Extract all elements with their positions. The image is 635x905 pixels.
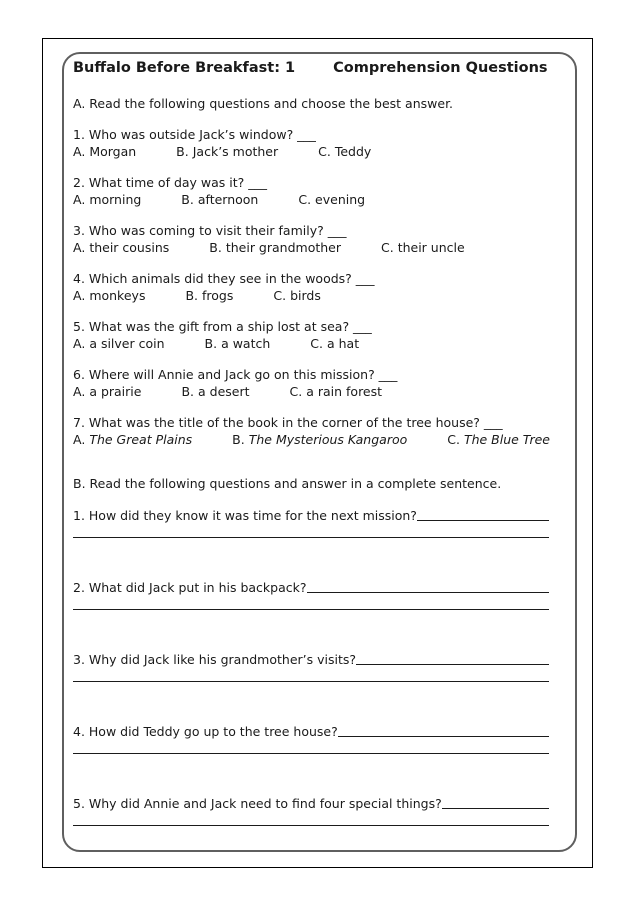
option-label: Jack’s mother (192, 144, 279, 159)
option-label: a rain forest (306, 384, 383, 399)
option-label: a prairie (89, 384, 142, 399)
option-letter: B. (176, 144, 189, 159)
option-a (73, 240, 169, 255)
option-letter: A. (73, 432, 86, 447)
question-text: 4. How did Teddy go up to the tree house? (73, 724, 338, 739)
section-b-instruction: B. Read the following questions and answer in a complete sentence. (73, 476, 502, 491)
inline-answer-line (338, 723, 549, 737)
option-a (73, 144, 136, 159)
option-letter: C. (380, 240, 394, 255)
answer-line (73, 537, 549, 538)
option-letter: A. (73, 288, 86, 303)
open-question-4 (73, 723, 549, 754)
title-book-name: Buffalo Before Breakfast: 1 (73, 60, 296, 76)
option-label: Teddy (334, 144, 372, 159)
option-letter: C. (298, 192, 312, 207)
option-c (310, 336, 359, 351)
option-label: a watch (221, 336, 271, 351)
mc-question-1 (73, 126, 549, 160)
option-letter: B. (209, 240, 222, 255)
question-text: 2. What did Jack put in his backpack? (73, 580, 307, 595)
option-label: evening (315, 192, 366, 207)
question-text: 3. Why did Jack like his grandmother’s visits? (73, 652, 357, 667)
option-c (381, 240, 465, 255)
options-row (73, 191, 549, 208)
option-b (205, 336, 271, 351)
option-label: The Mysterious Kangaroo (248, 432, 408, 447)
answer-line (73, 681, 549, 682)
option-letter: C. (310, 336, 323, 351)
options-row (73, 431, 549, 448)
option-letter: A. (73, 144, 86, 159)
option-label: The Blue Tree (463, 432, 550, 447)
option-c (318, 144, 371, 159)
option-letter: A. (73, 384, 86, 399)
mc-question-6 (73, 366, 549, 400)
answer-line (73, 825, 549, 826)
option-label: frogs (202, 288, 234, 303)
worksheet-panel (62, 52, 577, 852)
option-label: monkeys (89, 288, 146, 303)
option-a (73, 384, 141, 399)
options-row (73, 383, 549, 400)
option-b (209, 240, 341, 255)
open-question-2 (73, 579, 549, 610)
question-line (73, 507, 549, 524)
option-letter: A. (73, 240, 86, 255)
option-a (73, 432, 192, 447)
option-label: birds (290, 288, 321, 303)
mc-question-4 (73, 270, 549, 304)
option-letter: C. (273, 288, 287, 303)
option-c (273, 288, 320, 303)
option-c (290, 384, 383, 399)
options-row (73, 143, 549, 160)
question-text: 1. Who was outside Jack’s window? ___ (73, 127, 316, 142)
question-text: 3. Who was coming to visit their family? ___ (73, 223, 347, 238)
title-worksheet-type: Comprehension Questions (333, 60, 548, 76)
question-line (73, 579, 549, 596)
option-b (232, 432, 407, 447)
options-row (73, 335, 549, 352)
question-line (73, 651, 549, 668)
mc-question-5 (73, 318, 549, 352)
question-text: 7. What was the title of the book in the corner of the tree house? ___ (73, 415, 503, 430)
inline-answer-line (442, 795, 549, 809)
answer-line (73, 753, 549, 754)
question-text: 6. Where will Annie and Jack go on this mission? ___ (73, 367, 398, 382)
mc-question-2 (73, 174, 549, 208)
outer-border (42, 38, 593, 868)
option-a (73, 336, 165, 351)
option-label: morning (89, 192, 142, 207)
question-text: 5. Why did Annie and Jack need to find four special things? (73, 796, 442, 811)
open-question-3 (73, 651, 549, 682)
worksheet-title (73, 60, 549, 77)
question-line (73, 795, 549, 812)
mc-question-3 (73, 222, 549, 256)
options-row (73, 239, 549, 256)
inline-answer-line (307, 579, 550, 593)
question-text: 1. How did they know it was time for the next mission? (73, 508, 417, 523)
option-b (181, 384, 249, 399)
option-letter: C. (289, 384, 303, 399)
option-a (73, 192, 141, 207)
question-text: 2. What time of day was it? ___ (73, 175, 268, 190)
option-label: a hat (326, 336, 360, 351)
option-label: The Great Plains (89, 432, 193, 447)
question-text: 4. Which animals did they see in the woods? ___ (73, 271, 375, 286)
option-letter: C. (447, 432, 460, 447)
option-label: a desert (198, 384, 250, 399)
option-c (447, 432, 550, 447)
open-question-1 (73, 507, 549, 538)
inline-answer-line (356, 651, 549, 665)
option-label: their cousins (89, 240, 170, 255)
option-letter: C. (318, 144, 331, 159)
option-b (185, 288, 233, 303)
option-b (176, 144, 278, 159)
option-label: their grandmother (225, 240, 341, 255)
option-letter: B. (204, 336, 218, 351)
question-line (73, 723, 549, 740)
option-label: Morgan (89, 144, 137, 159)
section-a-instruction: A. Read the following questions and choose the best answer. (73, 96, 454, 111)
answer-line (73, 609, 549, 610)
option-letter: A. (73, 192, 86, 207)
option-c (298, 192, 365, 207)
option-letter: B. (185, 288, 198, 303)
inline-answer-line (417, 507, 549, 521)
option-letter: B. (181, 192, 194, 207)
question-text: 5. What was the gift from a ship lost at sea? ___ (73, 319, 372, 334)
mc-question-7 (73, 414, 549, 448)
option-letter: A. (73, 336, 86, 351)
open-question-5 (73, 795, 549, 826)
option-b (181, 192, 258, 207)
options-row (73, 287, 549, 304)
option-letter: B. (181, 384, 195, 399)
option-label: their uncle (397, 240, 465, 255)
option-letter: B. (232, 432, 245, 447)
option-a (73, 288, 145, 303)
option-label: afternoon (197, 192, 259, 207)
option-label: a silver coin (89, 336, 165, 351)
